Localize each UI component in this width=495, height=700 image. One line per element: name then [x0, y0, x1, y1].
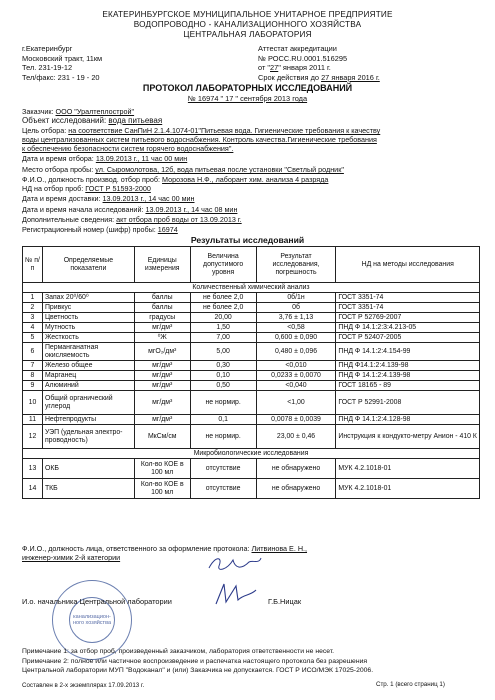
row-number: 13 [23, 459, 43, 479]
row-result: не обнаружено [256, 479, 336, 499]
table-row [23, 293, 480, 303]
results-title: Результаты исследований [190, 235, 305, 245]
org-line-2: ВОДОПРОВОДНО - КАНАЛИЗАЦИОННОГО ХОЗЯЙСТВА [133, 20, 362, 29]
row-result: <0,010 [256, 361, 336, 371]
row-number: 8 [23, 371, 43, 381]
row-number: 11 [23, 415, 43, 425]
row-method: ГОСТ Р 52991-2008 [336, 391, 480, 415]
registration-line: Регистрационный номер (шифр) пробы: 16974 [22, 225, 178, 234]
address-block [22, 44, 102, 82]
accreditation-date: от "27" января 2011 г. [258, 63, 331, 72]
org-line-3: ЦЕНТРАЛЬНАЯ ЛАБОРАТОРИЯ [183, 30, 312, 39]
row-allowed: не более 2,0 [190, 303, 256, 313]
customer-line: Заказчик: ООО "Уралтеплострой" [22, 107, 135, 116]
row-units: баллы [134, 303, 190, 313]
printed-info: Составлен в 2-х экземплярах 17.09.2013 г. [22, 682, 145, 689]
row-allowed: не нормир. [190, 391, 256, 415]
row-allowed: отсутствие [190, 459, 256, 479]
protocol-number: № 16974 " 17 " сентября 2013 года [187, 94, 308, 103]
row-result: 3,76 ± 1,13 [256, 313, 336, 323]
responsible-position: инженер-химик 2-й категории [22, 553, 121, 562]
row-method: МУК 4.2.1018-01 [336, 459, 480, 479]
city: г.Екатеринбург [22, 44, 73, 53]
row-number: 1 [23, 293, 43, 303]
row-result: 0б/1н [256, 293, 336, 303]
signature-1 [205, 552, 265, 576]
row-method: ПНД Ф14.1:2:4.139-98 [336, 361, 480, 371]
row-units: мгО₂/дм³ [134, 343, 190, 361]
phone: Тел. 231-19-12 [22, 63, 73, 72]
row-method: МУК 4.2.1018-01 [336, 479, 480, 499]
row-result: 0,0233 ± 0,0070 [256, 371, 336, 381]
row-units: МкСм/см [134, 425, 190, 449]
row-number: 10 [23, 391, 43, 415]
page-number: Стр. 1 (всего страниц 1) [376, 681, 445, 688]
row-result: <1,00 [256, 391, 336, 415]
row-units: градусы [134, 313, 190, 323]
delivery-line: Дата и время доставки: 13.09.2013 г., 14 час 00 мин [22, 194, 195, 203]
note-2a: Примечание 2: полное или частичное воспроизведение и распечатка настоящего протокола без разрешения [22, 658, 368, 665]
validity: Срок действия до 27 января 2016 г. [258, 72, 380, 82]
row-allowed: не нормир. [190, 425, 256, 449]
row-indicator: УЭП (удельная электро-проводность) [42, 425, 134, 449]
signature-2 [210, 580, 260, 610]
header-method: НД на методы исследования [336, 247, 480, 283]
row-units: мг/дм³ [134, 371, 190, 381]
row-allowed: 7,00 [190, 333, 256, 343]
row-indicator: Нефтепродукты [42, 415, 134, 425]
table-row [23, 371, 480, 381]
section-row [23, 449, 480, 459]
row-method: ГОСТ 3351-74 [336, 293, 480, 303]
row-number: 2 [23, 303, 43, 313]
stamp-text: канализацион-ного хозяйства [69, 597, 115, 643]
header-indicator: Определяемые показатели [42, 247, 134, 283]
sampler-line: Ф.И.О., должность производ. отбор проб: Морозова Н.Ф., лаборант хим. анализа 4 разряда [22, 175, 329, 184]
table-row [23, 381, 480, 391]
row-method: ГОСТ 18165 - 89 [336, 381, 480, 391]
accreditation-number: № РОСС.RU.0001.516295 [258, 53, 348, 63]
row-number: 7 [23, 361, 43, 371]
row-indicator: ОКБ [42, 459, 134, 479]
object-line: Объект исследований: вода питьевая [22, 116, 163, 125]
row-number: 9 [23, 381, 43, 391]
section-micro: Микробиологические исследования [23, 449, 480, 459]
purpose-line-1: Цель отбора: на соответствие СанПиН 2.1.4.1074-01"Питьевая вода. Гигиенические требования к качеству [22, 126, 381, 135]
header-result: Результат исследования, погрешность [256, 247, 336, 283]
row-allowed: не более 2,0 [190, 293, 256, 303]
row-method: ПНД Ф 14.1:2:4.128-98 [336, 415, 480, 425]
header-units: Единицы измерения [134, 247, 190, 283]
row-units: мг/дм³ [134, 381, 190, 391]
row-method: ГОСТ Р 52407-2005 [336, 333, 480, 343]
section-row [23, 283, 480, 293]
row-result: 0,600 ± 0,090 [256, 333, 336, 343]
object-value: вода питьевая [108, 116, 163, 125]
row-result: <0,58 [256, 323, 336, 333]
row-number: 3 [23, 313, 43, 323]
section-chemical: Количественный химический анализ [23, 283, 480, 293]
responsible-line: Ф.И.О., должность лица, ответственного за оформление протокола: Литвинова Е. Н., [22, 544, 308, 553]
row-units: мг/дм³ [134, 415, 190, 425]
row-units: баллы [134, 293, 190, 303]
row-number: 5 [23, 333, 43, 343]
table-row [23, 333, 480, 343]
fax: Тел/факс: 231 - 19 - 20 [22, 72, 100, 82]
org-line-1: ЕКАТЕРИНБУРГСКОЕ МУНИЦИПАЛЬНОЕ УНИТАРНОЕ ПРЕДПРИЯТИЕ [102, 10, 393, 19]
row-units: мг/дм³ [134, 391, 190, 415]
row-units: Кол-во КОЕ в 100 мл [134, 459, 190, 479]
row-indicator: Перманганатная окисляемость [42, 343, 134, 361]
organization-header [0, 10, 495, 40]
row-indicator: Железо общее [42, 361, 134, 371]
accreditation-title: Аттестат аккредитации [258, 44, 337, 53]
table-row [23, 361, 480, 371]
row-units: Кол-во КОЕ в 100 мл [134, 479, 190, 499]
table-row [23, 391, 480, 415]
row-indicator: Жесткость [42, 333, 134, 343]
row-indicator: Привкус [42, 303, 134, 313]
table-row [23, 415, 480, 425]
row-indicator: Алюминий [42, 381, 134, 391]
row-indicator: ТКБ [42, 479, 134, 499]
row-number: 4 [23, 323, 43, 333]
row-indicator: Мутность [42, 323, 134, 333]
row-result: 0,480 ± 0,096 [256, 343, 336, 361]
accreditation-block [258, 44, 380, 82]
customer-value: ООО "Уралтеплострой" [55, 107, 135, 116]
row-units: ⁰Ж [134, 333, 190, 343]
note-1: Примечание 1: за отбор проб, произведенный заказчиком, лаборатория ответственности не несет. [22, 648, 335, 655]
row-indicator: Цветность [42, 313, 134, 323]
row-number: 12 [23, 425, 43, 449]
results-table [22, 246, 480, 499]
row-method: ГОСТ 3351-74 [336, 303, 480, 313]
sampling-place-line: Место отбора пробы: ул. Сыромолотова, 12б, вода питьевая после установки "Светлый родник" [22, 165, 344, 174]
row-allowed: 0,1 [190, 415, 256, 425]
extra-info-line: Дополнительные сведения: акт отбора проб воды от 13.09.2013 г. [22, 215, 242, 224]
head-label: И.о. начальника Центральной лаборатории [22, 597, 172, 606]
row-method: Инструкция к кондукто-метру Анион - 410 К [336, 425, 480, 449]
table-row [23, 343, 480, 361]
table-row [23, 459, 480, 479]
table-header-row [23, 247, 480, 283]
row-allowed: 20,00 [190, 313, 256, 323]
row-indicator: Общий органический углерод [42, 391, 134, 415]
header-number: № п/п [23, 247, 43, 283]
header-allowed-level: Величина допустимого уровня [190, 247, 256, 283]
table-row [23, 479, 480, 499]
table-row [23, 425, 480, 449]
note-2b: Центральной лаборатории МУП "Водоканал" и (или) Заказчика не допускается. ГОСТ Р ИСО/МЭК 17025-2006. [22, 667, 374, 674]
protocol-title: ПРОТОКОЛ ЛАБОРАТОРНЫХ ИССЛЕДОВАНИЙ [142, 83, 353, 93]
row-method: ПНД Ф 14.1:2:4.154-99 [336, 343, 480, 361]
row-result: 23,00 ± 0,46 [256, 425, 336, 449]
row-result: 0б [256, 303, 336, 313]
row-number: 6 [23, 343, 43, 361]
sampling-nd-line: НД на отбор проб: ГОСТ Р 51593-2000 [22, 184, 151, 193]
sampling-datetime-line: Дата и время отбора: 13.09.2013 г., 11 час 00 мин [22, 154, 188, 163]
row-allowed: 0,50 [190, 381, 256, 391]
table-row [23, 323, 480, 333]
row-result: 0,0078 ± 0,0039 [256, 415, 336, 425]
row-allowed: 0,30 [190, 361, 256, 371]
row-method: ГОСТ Р 52769-2007 [336, 313, 480, 323]
row-allowed: 0,10 [190, 371, 256, 381]
row-indicator: Марганец [42, 371, 134, 381]
row-allowed: 5,00 [190, 343, 256, 361]
row-result: <0,040 [256, 381, 336, 391]
table-row [23, 303, 480, 313]
purpose-line-3: к обеспечению безопасности систем горячего водоснабжения". [22, 144, 234, 153]
row-method: ПНД Ф 14.1:2:4.139-98 [336, 371, 480, 381]
head-name: Г.Б.Ницак [268, 597, 302, 606]
row-allowed: отсутствие [190, 479, 256, 499]
purpose-line-2: воды централизованных систем питьевого водоснабжения. Контроль качества.Гигиенические требования [22, 135, 377, 144]
table-row [23, 313, 480, 323]
row-result: не обнаружено [256, 459, 336, 479]
row-number: 14 [23, 479, 43, 499]
row-units: мг/дм³ [134, 361, 190, 371]
row-allowed: 1,50 [190, 323, 256, 333]
row-method: ПНД Ф 14.1:2:3:4.213-05 [336, 323, 480, 333]
address: Московский тракт, 11км [22, 53, 103, 63]
row-indicator: Запах 20⁰/60⁰ [42, 293, 134, 303]
row-units: мг/дм³ [134, 323, 190, 333]
research-start-line: Дата и время начала исследований: 13.09.2013 г., 14 час 08 мин [22, 205, 238, 214]
